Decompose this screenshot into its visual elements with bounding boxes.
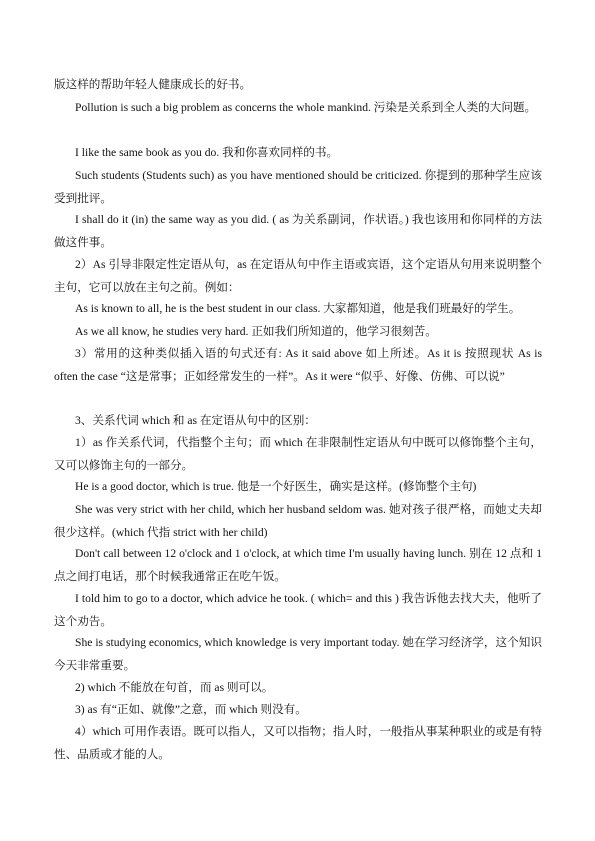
paragraph: She was very strict with her child, which her husband seldom was. 她对孩子很严格，而她丈夫却很少这样。(which 代指 strict with her child) xyxy=(54,503,542,539)
paragraph: 4）which 可用作表语。既可以指人，又可以指物；指人时，一般指从事某种职业的或是有特性、品质或才能的人。 xyxy=(54,725,542,761)
paragraph: 3、关系代词 which 和 as 在定语从句中的区别： xyxy=(75,414,316,427)
paragraph: I told him to go to a doctor, which advice he took. ( which= and this ) 我告诉他去找大夫，他听了这个劝告。 xyxy=(54,592,542,628)
paragraph: 1）as 作关系代词，代指整个主句；而 which 在非限制性定语从句中既可以修饰整个主句，又可以修饰主句的一部分。 xyxy=(54,436,542,472)
paragraph: 2) which 不能放在句首，而 as 则可以。 xyxy=(75,681,274,694)
paragraph: 3）常用的这种类似插入语的句式还有: As it said above 如上所述。As it is 按照现状 As is often the case “这是常事；正如经常发生的一样”。As it were “似乎、好像、仿佛、可以说” xyxy=(54,347,542,383)
paragraph: As we all know, he studies very hard. 正如我们所知道的，他学习很刻苦。 xyxy=(75,325,437,338)
paragraph: As is known to all, he is the best student in our class. 大家都知道，他是我们班最好的学生。 xyxy=(75,302,521,315)
paragraph: 版这样的帮助年轻人健康成长的好书。 xyxy=(54,78,252,91)
paragraph: Pollution is such a big problem as concerns the whole mankind. 污染是关系到全人类的大问题。 xyxy=(75,101,537,114)
paragraph: She is studying economics, which knowledge is very important today. 她在学习经济学，这个知识今天非常重要。 xyxy=(54,636,542,672)
paragraph: I shall do it (in) the same way as you did. ( as 为关系副词，作状语。) 我也该用和你同样的方法做这件事。 xyxy=(54,213,542,249)
paragraph: Don't call between 12 o'clock and 1 o'clock, at which time I'm usually having lunch. 别在 12 点和 1 点之间打电话，那个时候我通常正在吃午饭。 xyxy=(54,547,542,583)
paragraph: He is a good doctor, which is true. 他是一个好医生，确实是这样。(修饰整个主句) xyxy=(75,480,477,493)
paragraph: I like the same book as you do. 我和你喜欢同样的书。 xyxy=(75,146,339,159)
paragraph: 2）As 引导非限定性定语从句，as 在定语从句中作主语或宾语，这个定语从句用来说明整个主句，它可以放在主句之前。例如： xyxy=(54,258,542,294)
paragraph: 3) as 有“正如、就像”之意，而 which 则没有。 xyxy=(75,703,307,716)
paragraph: Such students (Students such) as you have mentioned should be criticized. 你提到的那种学生应该受到批评。 xyxy=(54,169,542,205)
